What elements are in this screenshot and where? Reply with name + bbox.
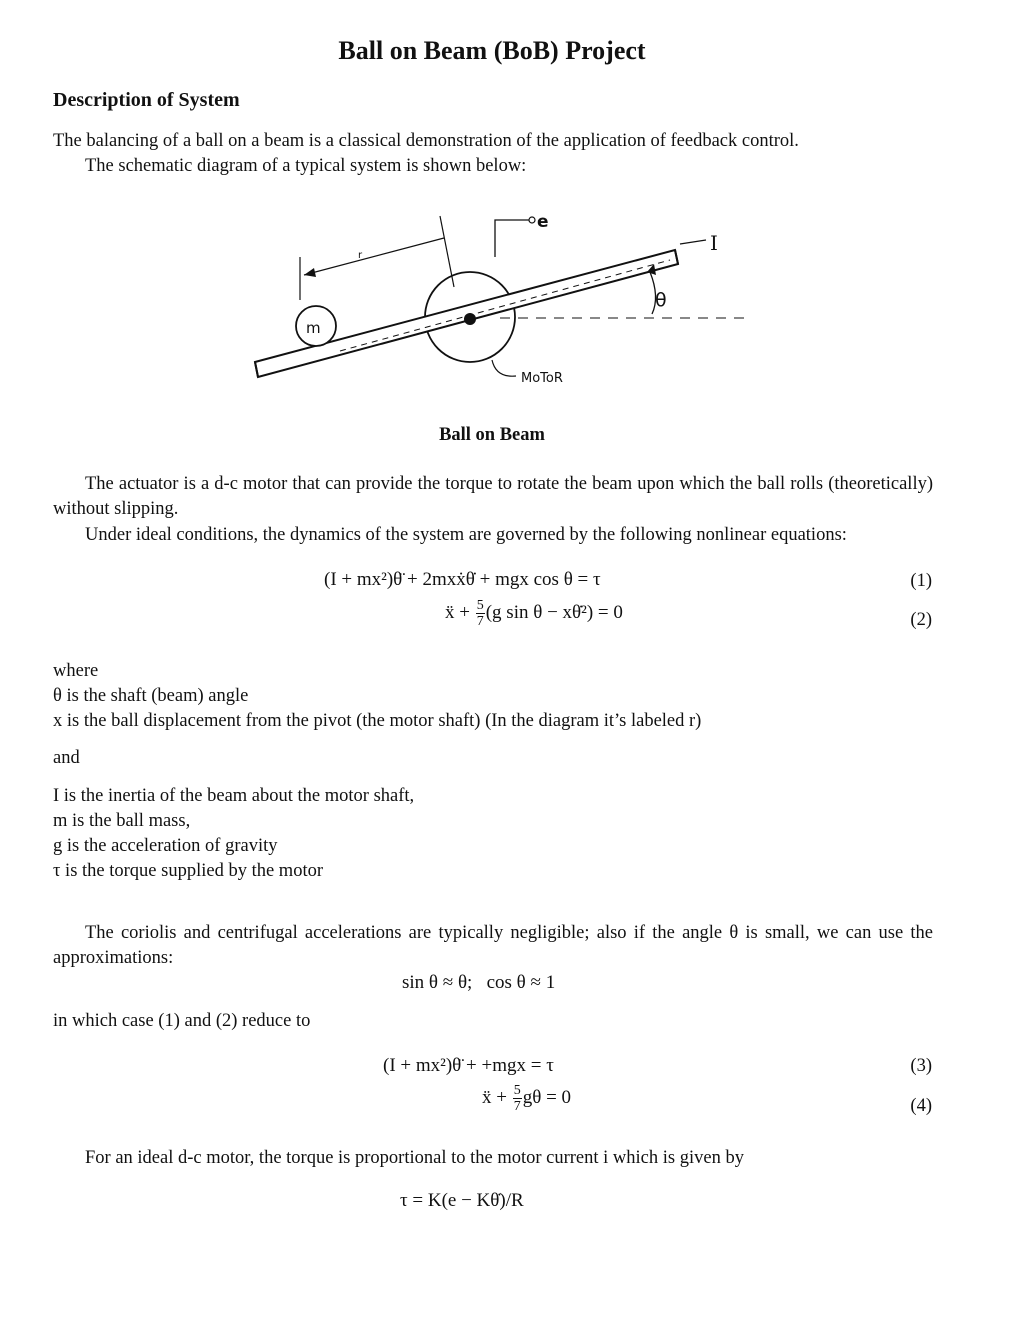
paragraph-ideal: Under ideal conditions, the dynamics of the system are governed by the following nonlinear equations: bbox=[85, 525, 847, 545]
label-m: m bbox=[306, 319, 321, 337]
def-I: I is the inertia of the beam about the motor shaft, bbox=[53, 786, 415, 806]
equation-4: ẍ + $\frac{5}{7}$ gθ = 0 bbox=[482, 1083, 572, 1114]
and-label: and bbox=[53, 748, 80, 768]
equation-2: ẍ + $\frac{5}{7}$ (g sin θ − xθ̇²) = 0 bbox=[445, 598, 623, 629]
label-theta: θ bbox=[655, 289, 667, 311]
paragraph-motor: For an ideal d-c motor, the torque is proportional to the motor current i which is given by bbox=[85, 1148, 744, 1168]
def-m: m is the ball mass, bbox=[53, 811, 191, 831]
label-I: I bbox=[710, 231, 718, 255]
equation-4-number: (4) bbox=[910, 1096, 932, 1116]
equation-3: (I + mx²)θ̈ + +mgx = τ bbox=[383, 1055, 554, 1076]
def-tau: τ is the torque supplied by the motor bbox=[53, 861, 323, 881]
label-r: r bbox=[358, 250, 363, 261]
fraction: $\frac{5}{7}$ bbox=[513, 1083, 521, 1114]
where-label: where bbox=[53, 661, 99, 681]
pivot-shaft bbox=[464, 313, 476, 325]
equation-1: (I + mx²)θ̈ + 2mxẋθ̇ + mgx cos θ = τ bbox=[324, 569, 601, 590]
intro-line-1: The balancing of a ball on a beam is a classical demonstration of the application of feedback control. bbox=[53, 131, 799, 151]
intro-paragraph bbox=[53, 129, 933, 179]
def-theta: θ is the shaft (beam) angle bbox=[53, 686, 249, 706]
definitions-1 bbox=[53, 659, 933, 734]
figure-caption: Ball on Beam bbox=[439, 425, 545, 445]
equation-2-number: (2) bbox=[910, 610, 932, 630]
reduce-text: in which case (1) and (2) reduce to bbox=[53, 1011, 311, 1031]
label-motor: MoToR bbox=[521, 371, 563, 386]
paragraph-actuator: The actuator is a d-c motor that can provide the torque to rotate the beam upon which the ball rolls (theoretically) without slipping. bbox=[53, 474, 933, 519]
section-heading: Description of System bbox=[53, 89, 240, 111]
equation-5: τ = K(e − Kθ̇)/R bbox=[400, 1190, 524, 1211]
definitions-2 bbox=[53, 784, 933, 884]
label-e: e bbox=[537, 212, 549, 232]
page-title: Ball on Beam (BoB) Project bbox=[338, 36, 646, 65]
def-x: x is the ball displacement from the pivot (the motor shaft) (In the diagram it’s labeled r) bbox=[53, 711, 702, 731]
fraction: $\frac{5}{7}$ bbox=[476, 598, 484, 629]
intro-line-2: The schematic diagram of a typical system is shown below: bbox=[85, 156, 527, 176]
def-g: g is the acceleration of gravity bbox=[53, 836, 278, 856]
equation-1-number: (1) bbox=[910, 571, 932, 591]
approximations: sin θ ≈ θ; cos θ ≈ 1 bbox=[402, 972, 556, 993]
paragraph-coriolis: The coriolis and centrifugal accelerations are typically negligible; also if the angle θ is small, we can use the approximations: bbox=[53, 923, 933, 968]
equation-3-number: (3) bbox=[910, 1056, 932, 1076]
ball-on-beam-diagram bbox=[240, 202, 760, 412]
